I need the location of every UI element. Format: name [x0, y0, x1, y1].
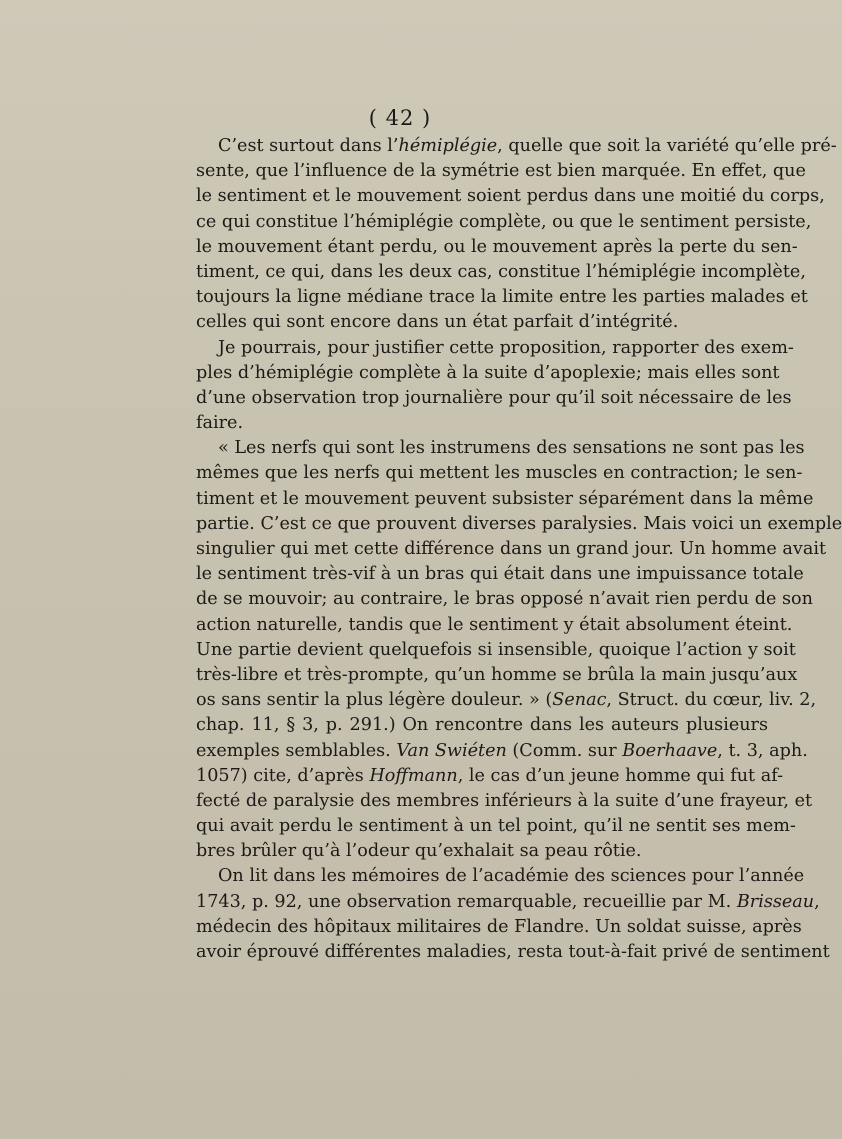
text-segment: ce qui constitue l’hémiplégie complète, ou que le sentiment persiste,	[196, 211, 812, 232]
text-line	[196, 260, 806, 285]
text-segment: C’est surtout dans l’	[218, 136, 399, 156]
text-segment: le sentiment très-vif à un bras qui était dans une impuissance totale	[196, 564, 804, 585]
text-segment: ,	[814, 891, 820, 912]
text-line	[196, 537, 827, 562]
italic-text: Senac	[552, 690, 607, 711]
text-line	[196, 411, 768, 436]
text-segment: « Les nerfs qui sont les instrumens des sensations ne sont pas les	[218, 438, 805, 459]
text-line	[196, 613, 793, 638]
text-segment: timent, ce qui, dans les deux cas, constitue l’hémiplégie incomplète,	[196, 261, 806, 282]
text-line	[196, 915, 802, 940]
text-segment: , le cas d’un jeune homme qui fut af-	[457, 765, 784, 786]
text-line	[196, 134, 837, 159]
text-line	[196, 562, 804, 587]
text-segment: bres brûler qu’à l’odeur qu’exhalait sa peau rôtie.	[196, 841, 642, 862]
body-text	[196, 134, 842, 965]
text-segment: timent et le mouvement peuvent subsister séparément dans la même	[196, 488, 814, 509]
text-line	[196, 638, 796, 663]
text-segment: partie. C’est ce que prouvent diverses paralysies. Mais voici un exemple	[196, 513, 842, 534]
text-line	[196, 688, 817, 713]
text-segment: os sans sentir la plus légère douleur. » (	[196, 690, 553, 711]
text-segment: d’une observation trop journalière pour qu’il soit nécessaire de les	[196, 387, 792, 408]
text-line	[196, 940, 830, 965]
text-line	[196, 336, 794, 361]
text-segment: faire.	[196, 413, 244, 434]
italic-text: Van Swiéten	[396, 740, 507, 761]
text-line	[196, 285, 808, 310]
text-segment: , quelle que soit la variété qu’elle pré-	[497, 136, 837, 156]
text-segment: On lit dans les mémoires de l’académie des sciences pour l’année	[218, 866, 805, 887]
text-line	[196, 739, 808, 764]
text-segment: qui avait perdu le sentiment à un tel point, qu’il ne sentit ses mem-	[196, 816, 796, 837]
text-segment: Une partie devient quelquefois si insensible, quoique l’action y soit	[196, 639, 796, 660]
text-segment: le sentiment et le mouvement soient perdus dans une moitié du corps,	[196, 186, 825, 207]
text-segment: médecin des hôpitaux militaires de Flandre. Un soldat suisse, après	[196, 916, 802, 937]
text-line	[196, 814, 796, 839]
text-line	[196, 210, 812, 235]
text-segment: 1743, p. 92, une observation remarquable, recueillie par M.	[196, 891, 737, 912]
text-line	[196, 839, 768, 864]
text-line	[196, 184, 825, 209]
text-segment: chap. 11, § 3, p. 291.) On rencontre dans les auteurs plusieurs	[196, 715, 768, 736]
text-line	[196, 512, 842, 537]
text-line	[196, 310, 768, 335]
text-segment: action naturelle, tandis que le sentiment y était absolument éteint.	[196, 614, 793, 635]
text-line	[196, 864, 805, 889]
text-segment: celles qui sont encore dans un état parfait d’intégrité.	[196, 312, 679, 333]
text-line	[196, 713, 768, 738]
text-segment: de se mouvoir; au contraire, le bras opposé n’avait rien perdu de son	[196, 589, 813, 610]
text-line	[196, 663, 798, 688]
text-segment: fecté de paralysie des membres inférieurs à la suite d’une frayeur, et	[196, 790, 813, 811]
text-segment: toujours la ligne médiane trace la limite entre les parties malades et	[196, 287, 808, 308]
italic-text: hémiplégie	[398, 136, 498, 156]
text-line	[196, 764, 784, 789]
text-line	[196, 789, 813, 814]
text-segment: très-libre et très-prompte, qu’un homme se brûla la main jusqu’aux	[196, 664, 798, 685]
page-number: ( 42 )	[368, 106, 432, 130]
text-line	[196, 461, 803, 486]
text-line	[196, 487, 814, 512]
italic-text: Brisseau	[736, 891, 815, 912]
text-line	[196, 235, 798, 260]
text-segment: avoir éprouvé différentes maladies, resta tout-à-fait privé de sentiment	[196, 942, 830, 962]
text-segment: mêmes que les nerfs qui mettent les muscles en contraction; le sen-	[196, 463, 803, 484]
text-line	[196, 436, 805, 461]
text-line	[196, 890, 820, 915]
text-segment: 1057) cite, d’après	[196, 765, 370, 786]
text-segment: le mouvement étant perdu, ou le mouvement après la perte du sen-	[196, 236, 798, 257]
italic-text: Boerhaave	[622, 740, 718, 761]
text-line	[196, 159, 806, 184]
text-segment: singulier qui met cette différence dans un grand jour. Un homme avait	[196, 539, 827, 559]
text-segment: , t. 3, aph.	[717, 740, 808, 761]
text-segment: exemples semblables.	[196, 740, 397, 761]
text-line	[196, 587, 813, 612]
text-line	[196, 361, 780, 386]
text-segment: ples d’hémiplégie complète à la suite d’apoplexie; mais elles sont	[196, 362, 780, 383]
text-segment: , Struct. du cœur, liv. 2,	[606, 690, 817, 711]
italic-text: Hoffmann	[369, 765, 458, 786]
text-segment: (Comm. sur	[506, 740, 623, 761]
text-line	[196, 386, 792, 411]
text-segment: sente, que l’influence de la symétrie est bien marquée. En effet, que	[196, 161, 806, 182]
text-segment: Je pourrais, pour justifier cette proposition, rapporter des exem-	[218, 337, 794, 358]
